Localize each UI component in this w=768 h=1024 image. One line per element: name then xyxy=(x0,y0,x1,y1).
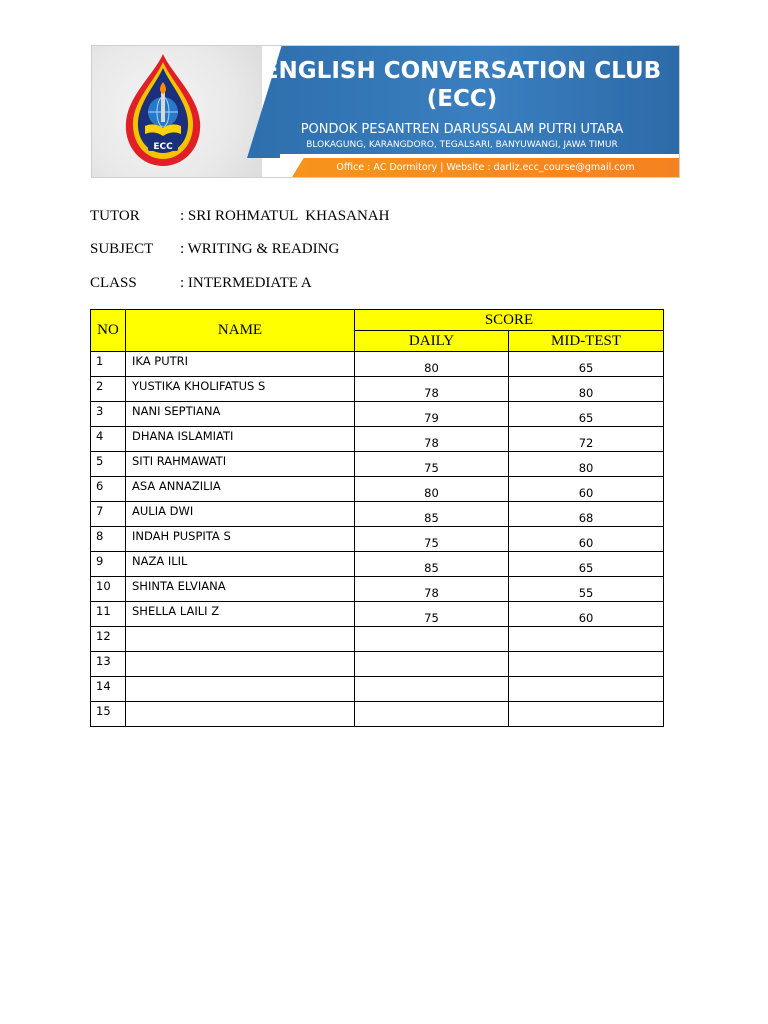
header-name: NAME xyxy=(126,310,355,352)
header-daily: DAILY xyxy=(355,331,509,352)
table-row xyxy=(91,527,664,552)
row-number: 15 xyxy=(91,702,126,727)
midtest-score: 60 xyxy=(509,527,664,552)
table-row xyxy=(91,402,664,427)
banner-subtitle: PONDOK PESANTREN DARUSSALAM PUTRI UTARA xyxy=(300,122,624,137)
row-number: 12 xyxy=(91,627,126,652)
row-number: 8 xyxy=(91,527,126,552)
table-row xyxy=(91,477,664,502)
banner-divider xyxy=(280,154,679,158)
table-row xyxy=(91,577,664,602)
tutor-label: TUTOR xyxy=(90,208,140,224)
row-number: 9 xyxy=(91,552,126,577)
daily-score: 80 xyxy=(355,477,509,502)
daily-score xyxy=(355,627,509,652)
student-name: INDAH PUSPITA S xyxy=(126,527,355,552)
midtest-score xyxy=(509,627,664,652)
table-row xyxy=(91,552,664,577)
student-name: SHINTA ELVIANA xyxy=(126,577,355,602)
midtest-score: 80 xyxy=(509,377,664,402)
table-row xyxy=(91,377,664,402)
table-row xyxy=(91,652,664,677)
midtest-score: 60 xyxy=(509,477,664,502)
row-number: 14 xyxy=(91,677,126,702)
table-row xyxy=(91,627,664,652)
row-number: 4 xyxy=(91,427,126,452)
daily-score: 78 xyxy=(355,577,509,602)
student-name: SHELLA LAILI Z xyxy=(126,602,355,627)
daily-score: 75 xyxy=(355,527,509,552)
student-name: DHANA ISLAMIATI xyxy=(126,427,355,452)
table-row xyxy=(91,427,664,452)
midtest-score xyxy=(509,702,664,727)
midtest-score xyxy=(509,652,664,677)
class-value: : INTERMEDIATE A xyxy=(180,275,312,291)
header-score: SCORE xyxy=(355,310,664,331)
row-number: 6 xyxy=(91,477,126,502)
banner-address: BLOKAGUNG, KARANGDORO, TEGALSARI, BANYUWANGI, JAWA TIMUR xyxy=(306,140,618,150)
midtest-score: 72 xyxy=(509,427,664,452)
daily-score xyxy=(355,677,509,702)
header-banner xyxy=(91,45,680,178)
tutor-value: : SRI ROHMATUL KHASANAH xyxy=(180,208,390,224)
score-table xyxy=(90,309,664,727)
subject-label: SUBJECT xyxy=(90,241,154,257)
row-number: 10 xyxy=(91,577,126,602)
row-number: 13 xyxy=(91,652,126,677)
student-name xyxy=(126,627,355,652)
table-row xyxy=(91,502,664,527)
midtest-score: 55 xyxy=(509,577,664,602)
table-row xyxy=(91,352,664,377)
row-number: 2 xyxy=(91,377,126,402)
student-name: NANI SEPTIANA xyxy=(126,402,355,427)
student-name xyxy=(126,702,355,727)
midtest-score: 68 xyxy=(509,502,664,527)
student-name xyxy=(126,652,355,677)
header-midtest: MID-TEST xyxy=(509,331,664,352)
ecc-logo-icon xyxy=(120,52,206,170)
midtest-score xyxy=(509,677,664,702)
header-no: NO xyxy=(91,310,126,352)
table-row xyxy=(91,677,664,702)
table-row xyxy=(91,452,664,477)
student-name: NAZA ILIL xyxy=(126,552,355,577)
row-number: 11 xyxy=(91,602,126,627)
logo-text: ECC xyxy=(153,142,173,152)
row-number: 1 xyxy=(91,352,126,377)
class-label: CLASS xyxy=(90,275,137,291)
midtest-score: 65 xyxy=(509,402,664,427)
daily-score: 79 xyxy=(355,402,509,427)
banner-title-line2: (ECC) xyxy=(426,86,498,112)
daily-score: 78 xyxy=(355,427,509,452)
daily-score: 78 xyxy=(355,377,509,402)
midtest-score: 80 xyxy=(509,452,664,477)
daily-score: 85 xyxy=(355,552,509,577)
tutor-line xyxy=(90,208,389,225)
subject-line xyxy=(90,241,339,258)
midtest-score: 65 xyxy=(509,552,664,577)
banner-title-line1: ENGLISH CONVERSATION CLUB xyxy=(262,58,662,84)
row-number: 5 xyxy=(91,452,126,477)
banner-office-line: Office : AC Dormitory | Website : darliz.ecc_course@gmail.com xyxy=(336,162,635,173)
student-name: ASA ANNAZILIA xyxy=(126,477,355,502)
daily-score: 85 xyxy=(355,502,509,527)
score-table-body xyxy=(91,352,664,727)
student-name: IKA PUTRI xyxy=(126,352,355,377)
table-row xyxy=(91,602,664,627)
daily-score xyxy=(355,652,509,677)
table-row xyxy=(91,702,664,727)
student-name: YUSTIKA KHOLIFATUS S xyxy=(126,377,355,402)
student-name: AULIA DWI xyxy=(126,502,355,527)
student-name: SITI RAHMAWATI xyxy=(126,452,355,477)
class-line xyxy=(90,275,312,292)
daily-score: 75 xyxy=(355,452,509,477)
daily-score xyxy=(355,702,509,727)
daily-score: 80 xyxy=(355,352,509,377)
daily-score: 75 xyxy=(355,602,509,627)
student-name xyxy=(126,677,355,702)
subject-value: : WRITING & READING xyxy=(180,241,340,257)
midtest-score: 65 xyxy=(509,352,664,377)
row-number: 7 xyxy=(91,502,126,527)
row-number: 3 xyxy=(91,402,126,427)
midtest-score: 60 xyxy=(509,602,664,627)
